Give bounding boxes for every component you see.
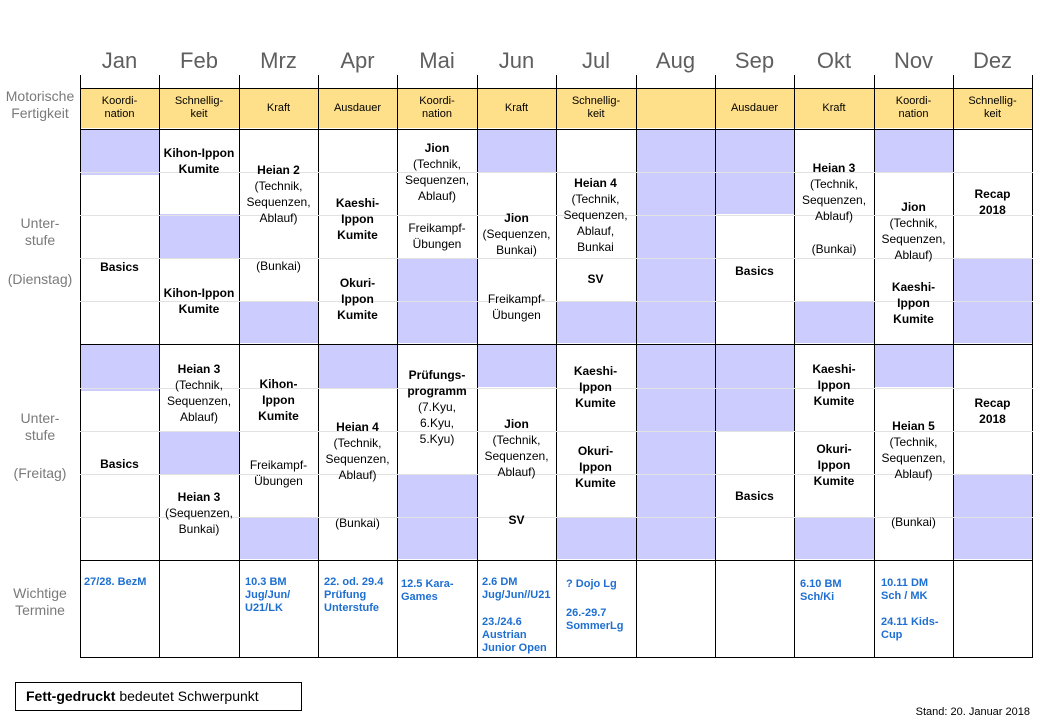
motorik-cell-aug xyxy=(636,88,715,128)
freitag-apr-sub: (Technik, Sequenzen, Ablauf) xyxy=(325,436,390,482)
dienstag-jan-basics: Basics xyxy=(100,260,139,274)
freitag-jul-topic-1: Kaeshi- Ippon Kumite xyxy=(573,364,618,410)
focus-block xyxy=(239,301,318,343)
freitag-dez-recap: Recap 2018 xyxy=(974,396,1011,426)
freitag-mai-sub: (7.Kyu, 6.Kyu, 5.Kyu) xyxy=(417,400,456,446)
freitag-apr-title: Heian 4 xyxy=(336,420,379,434)
row-label-motorik: Motorische Fertigkeit xyxy=(5,88,75,121)
motorik-cell-jun: Kraft xyxy=(477,88,556,128)
month-header-aug: Aug xyxy=(655,48,696,73)
grid-hline xyxy=(80,344,1033,345)
dienstag-jun-sub: (Sequenzen, Bunkai) xyxy=(482,227,551,257)
month-header-mai: Mai xyxy=(419,48,455,73)
legend-text: bedeutet Schwerpunkt xyxy=(115,688,259,704)
freitag-feb-sub-2: (Sequenzen, Bunkai) xyxy=(164,506,234,536)
grid-vline xyxy=(397,75,398,88)
freitag-jul-topic-2: Okuri- Ippon Kumite xyxy=(575,444,616,490)
motorik-cell-sep: Ausdauer xyxy=(715,88,794,128)
freitag-mai-title: Prüfungs- programm xyxy=(407,368,467,398)
month-header-mrz: Mrz xyxy=(260,48,297,73)
month-header-jun: Jun xyxy=(498,48,535,73)
termin-okt: 6.10 BM Sch/Ki xyxy=(800,578,842,603)
legend-bold-text: Fett-gedruckt xyxy=(26,688,116,704)
row-label-freitag: Unter- stufe xyxy=(20,410,60,443)
dienstag-mai-freikampf: Freikampf- Übungen xyxy=(408,221,466,251)
motorik-cell-jan: Koordi- nation xyxy=(80,88,159,128)
month-header-jan: Jan xyxy=(101,48,138,73)
focus-block xyxy=(794,517,874,559)
grid-vline xyxy=(80,88,81,658)
termin-mai: 12.5 Kara- Games xyxy=(401,578,454,603)
dienstag-sep-basics: Basics xyxy=(735,264,774,278)
motorik-cell-nov: Koordi- nation xyxy=(874,88,953,128)
focus-block xyxy=(239,517,318,559)
dienstag-okt-title: Heian 3 xyxy=(812,161,856,175)
dienstag-mrz-title: Heian 2 xyxy=(257,163,300,177)
dienstag-apr-topic-1: Kaeshi- Ippon Kumite xyxy=(335,196,380,242)
dienstag-jul-sv: SV xyxy=(587,272,604,286)
grid-vline xyxy=(318,75,319,88)
focus-block xyxy=(556,301,636,343)
grid-vline xyxy=(953,88,954,658)
grid-vline xyxy=(556,75,557,88)
grid-vline xyxy=(874,75,875,88)
stand-date: Stand: 20. Januar 2018 xyxy=(915,706,1030,718)
focus-block xyxy=(80,345,159,391)
freitag-jun-sub: (Technik, Sequenzen, Ablauf) xyxy=(484,433,549,479)
grid-vline xyxy=(1032,75,1033,88)
dienstag-dez-recap: Recap 2018 xyxy=(974,187,1011,217)
dienstag-feb-topic-2: Kihon-Ippon Kumite xyxy=(163,286,235,316)
termin-jun-1: 2.6 DM Jug/Jun//U21 xyxy=(482,576,551,601)
dienstag-nov-sub: (Technik, Sequenzen, Ablauf) xyxy=(881,216,946,262)
grid-vline xyxy=(715,88,716,658)
freitag-nov-sub: (Technik, Sequenzen, Ablauf) xyxy=(881,435,946,481)
dienstag-mrz-bunkai: (Bunkai) xyxy=(256,259,301,273)
dienstag-mai-title: Jion xyxy=(424,141,450,155)
month-header-apr: Apr xyxy=(340,48,375,73)
month-header-jul: Jul xyxy=(581,48,611,73)
grid-vline xyxy=(80,75,81,88)
motorik-cell-okt: Kraft xyxy=(794,88,874,128)
grid-hline xyxy=(80,129,1033,130)
freitag-sep-basics: Basics xyxy=(735,489,774,503)
motorik-cell-dez: Schnellig- keit xyxy=(953,88,1032,128)
grid-vline xyxy=(477,88,478,658)
grid-vline xyxy=(477,75,478,88)
grid-vline xyxy=(953,75,954,88)
termin-jul-1: ? Dojo Lg xyxy=(566,578,617,590)
focus-block xyxy=(874,130,953,172)
freitag-nov-title: Heian 5 xyxy=(892,419,935,433)
freitag-jun-sv: SV xyxy=(508,513,525,527)
focus-block xyxy=(636,345,715,559)
grid-vline xyxy=(636,75,637,88)
grid-hline xyxy=(80,657,1033,658)
grid-vline xyxy=(874,88,875,658)
month-header-feb: Feb xyxy=(180,48,218,73)
termin-nov-2: 24.11 Kids- Cup xyxy=(881,616,939,641)
dienstag-feb-topic-1: Kihon-Ippon Kumite xyxy=(163,146,235,176)
grid-vline xyxy=(1032,88,1033,658)
focus-block xyxy=(80,130,159,175)
motorik-cell-mrz: Kraft xyxy=(239,88,318,128)
dienstag-jun-freikampf: Freikampf- Übungen xyxy=(487,292,546,322)
motorik-cell-jul: Schnellig- keit xyxy=(556,88,636,128)
dienstag-mai-sub: (Technik, Sequenzen, Ablauf) xyxy=(404,157,470,203)
freitag-okt-topic-1: Kaeshi- Ippon Kumite xyxy=(812,362,856,408)
grid-hline xyxy=(80,560,1033,561)
freitag-feb-sub: (Technik, Sequenzen, Ablauf) xyxy=(166,378,232,424)
termin-apr: 22. od. 29.4 Prüfung Unterstufe xyxy=(324,576,384,614)
legend xyxy=(15,682,302,711)
row-label-dienstag-day: (Dienstag) xyxy=(7,271,73,287)
focus-block xyxy=(477,130,556,172)
focus-block xyxy=(874,345,953,387)
focus-block xyxy=(636,130,715,343)
row-label-dienstag: Unter- stufe xyxy=(20,215,60,248)
dienstag-okt-sub: (Technik, Sequenzen, Ablauf) xyxy=(801,177,867,223)
freitag-feb-title-2: Heian 3 xyxy=(177,490,221,504)
row-label-termine: Wichtige Termine xyxy=(13,585,67,618)
freitag-apr-bunkai: (Bunkai) xyxy=(335,516,380,530)
dienstag-okt-bunkai: (Bunkai) xyxy=(811,242,857,256)
motorik-cell-mai: Koordi- nation xyxy=(397,88,477,128)
focus-block xyxy=(318,345,397,388)
dienstag-mrz-sub: (Technik, Sequenzen, Ablauf) xyxy=(246,179,311,225)
dienstag-jul-title: Heian 4 xyxy=(574,176,617,190)
dienstag-nov-topic-2: Kaeshi- Ippon Kumite xyxy=(891,280,936,326)
grid-vline xyxy=(318,88,319,658)
grid-vline xyxy=(239,75,240,88)
termin-nov-1: 10.11 DM Sch / MK xyxy=(881,577,929,602)
grid-hline xyxy=(80,88,1033,89)
freitag-mrz-topic: Kihon- Ippon Kumite xyxy=(258,377,299,423)
dienstag-jul-sub: (Technik, Sequenzen, Ablauf, Bunkai xyxy=(563,192,628,254)
termin-mrz: 10.3 BM Jug/Jun/ U21/LK xyxy=(245,576,291,614)
month-header-nov: Nov xyxy=(893,48,934,73)
freitag-nov-bunkai: (Bunkai) xyxy=(891,515,936,529)
grid-vline xyxy=(159,75,160,88)
dienstag-apr-topic-2: Okuri- Ippon Kumite xyxy=(337,276,378,322)
motorik-cell-apr: Ausdauer xyxy=(318,88,397,128)
month-header-okt: Okt xyxy=(816,48,852,73)
focus-block xyxy=(477,345,556,387)
termin-jan: 27/28. BezM xyxy=(84,576,147,588)
freitag-okt-topic-2: Okuri- Ippon Kumite xyxy=(813,442,855,488)
motorik-cell-feb: Schnellig- keit xyxy=(159,88,239,128)
grid-vline xyxy=(715,75,716,88)
termin-jul-2: 26.-29.7 SommerLg xyxy=(566,607,624,632)
dienstag-nov-title: Jion xyxy=(901,200,926,214)
grid-vline xyxy=(794,75,795,88)
row-label-freitag-day: (Freitag) xyxy=(13,465,67,481)
freitag-jan-basics: Basics xyxy=(100,457,139,471)
focus-block xyxy=(159,214,239,258)
freitag-mrz-freikampf: Freikampf- Übungen xyxy=(249,458,308,488)
dienstag-jun-title: Jion xyxy=(504,211,529,225)
focus-block xyxy=(556,517,636,559)
month-header-sep: Sep xyxy=(734,48,775,73)
focus-block xyxy=(794,301,874,343)
termin-jun-2: 23./24.6 Austrian Junior Open xyxy=(482,616,547,654)
focus-block xyxy=(159,431,239,474)
month-header-dez: Dez xyxy=(972,48,1013,73)
freitag-jun-title: Jion xyxy=(504,417,529,431)
freitag-feb-title: Heian 3 xyxy=(177,362,221,376)
grid-vline xyxy=(636,88,637,658)
